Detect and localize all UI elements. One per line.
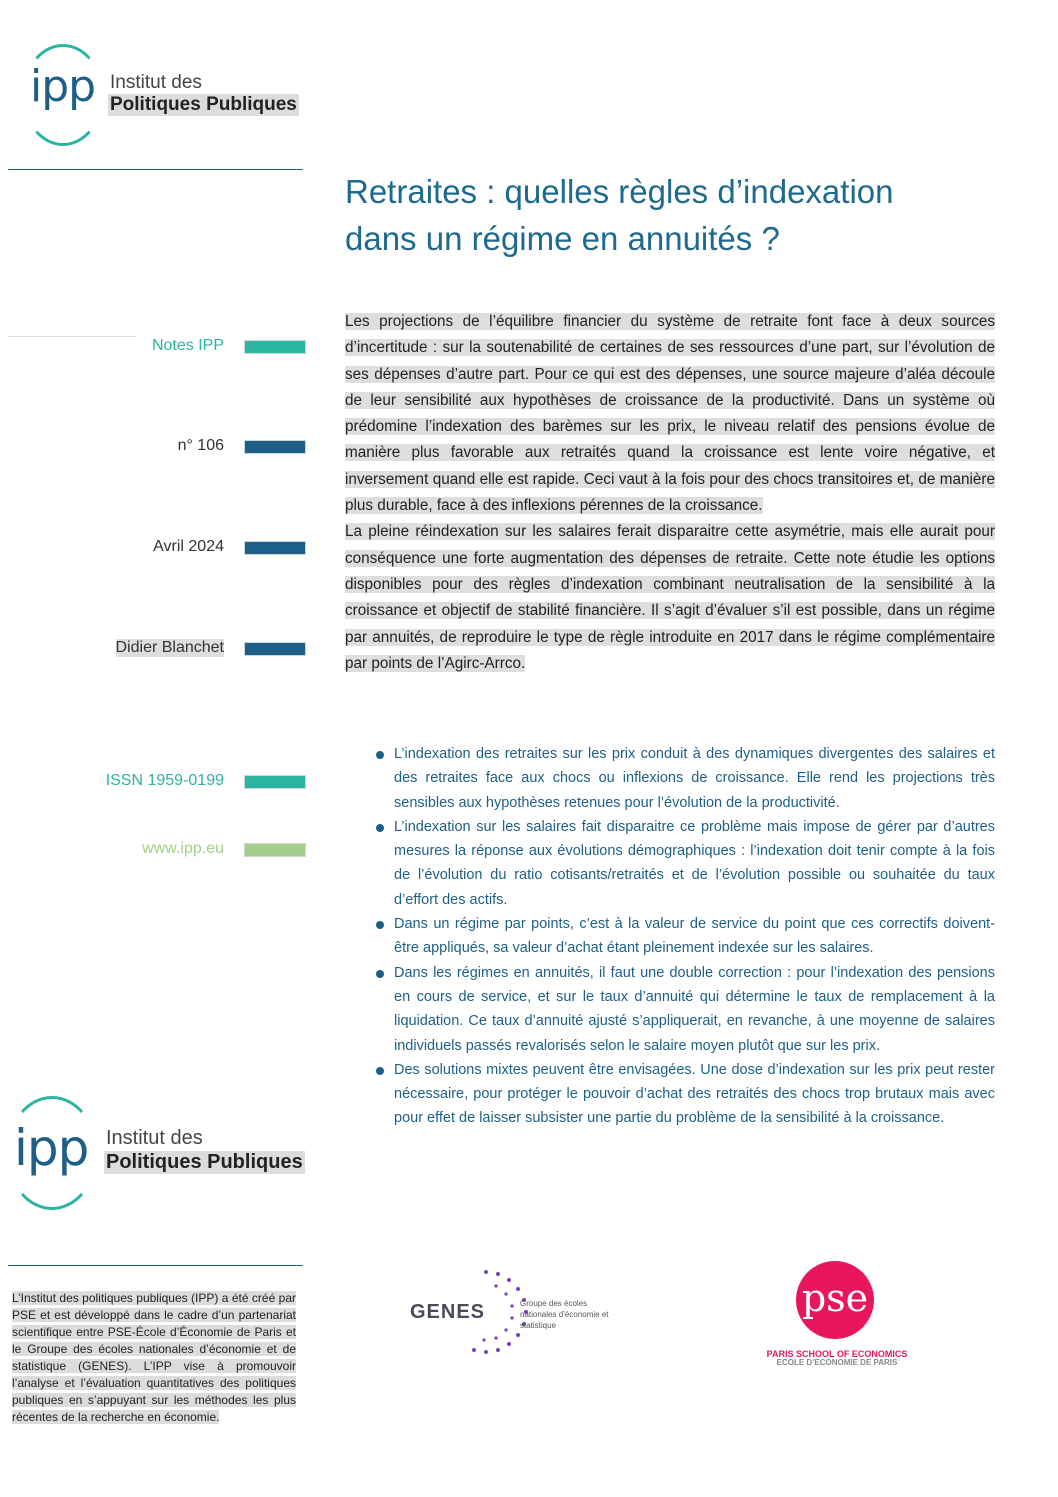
pse-subtitle: ECOLE D’ECONOMIE DE PARIS: [776, 1358, 898, 1367]
about-ipp-text: L’Institut des politiques publiques (IPP) a été créé par PSE et est développé dans le cadre d’un partenariat scientifique entre PSE-École d’Économie de Paris et le Groupe des écoles nationales d’économie et de statistique (GENES). L’IPP vise à promouvoir l’analyse et l’évaluation quantitatives des politiques publiques en s’appuyant sur les méthodes les plus récentes de la recherche en économie.: [12, 1291, 296, 1424]
logo-mark: ipp: [14, 1119, 89, 1177]
pse-mark: pse: [801, 1276, 869, 1320]
logo-text-line2: Politiques Publiques: [106, 1151, 303, 1173]
key-point: Dans un régime par points, c’est à la valeur de service du point que ces correctifs doivent-être appliqués, sa valeur d’achat étant pleinement indexée sur les salaires.: [376, 912, 995, 961]
title-line1: Retraites : quelles règles d’indexation: [345, 173, 894, 210]
date-bar: [244, 541, 306, 555]
intro-text: [345, 309, 995, 677]
intro-paragraph-2: La pleine réindexation sur les salaires ferait disparaitre cette asymétrie, mais elle aurait pour conséquence une forte augmentation des dépenses de retraite. Cette note étudie les options disponibles pour des règles d’indexation combinant neutralisation de la sensibilité à la croissance et objectif de stabilité financière. Il s’agit d’évaluer s’il est possible, dans un régime par annuités, de reproduire le type de règle introduite en 2017 dans le régime complémentaire par points de l’Agirc-Arrco.: [345, 523, 995, 672]
author-name: Didier Blanchet: [115, 639, 224, 656]
intro-paragraph-1: Les projections de l’équilibre financier du système de retraite font face à deux sources d’incertitude : sur la soutenabilité de certaines de ses ressources d’une part, sur l’évolution de ses dépenses d’autre part. Pour ce qui est des dépenses, une source majeure d’aléa découle de leur sensibilité aux hypothèses de croissance de la productivité. Dans un système où prédomine l’indexation des barèmes sur les prix, le niveau relatif des pensions évolue de manière plus favorable aux retraités quand la croissance est lente voire négative, et inversement quand elle est rapide. Ceci vaut à la fois pour des chocs transitoires et, de manière plus durable, face à des inflexions pérennes de la croissance.: [345, 313, 995, 515]
title-line2: dans un régime en annuités ?: [345, 220, 780, 257]
key-points-list: [376, 742, 995, 1131]
issn-label: ISSN 1959-0199: [105, 772, 224, 789]
logo-mark: ipp: [30, 61, 96, 112]
meta-divider: [8, 336, 136, 337]
genes-subtitle: Groupe des écoles nationales d’économie et statistique: [520, 1299, 609, 1330]
footer-logo[interactable]: [0, 1090, 310, 1210]
key-point: Des solutions mixtes peuvent être envisagées. Une dose d’indexation sur les prix peut rester nécessaire, pour protéger le pouvoir d’achat des retraités des chocs trop brutaux mais avec pour effet de laisser subsister une partie du problème de la sensibilité à la croissance.: [376, 1058, 995, 1131]
issue-number: n° 106: [177, 437, 224, 454]
website-link[interactable]: www.ipp.eu: [142, 840, 224, 857]
publication-date: Avril 2024: [153, 538, 224, 555]
issue-bar: [244, 440, 306, 454]
genes-name: GENES: [410, 1301, 486, 1323]
website-bar: [244, 843, 306, 857]
pse-name: PARIS SCHOOL OF ECONOMICS: [766, 1349, 908, 1359]
footer-divider: [8, 1265, 303, 1266]
series-label: Notes IPP: [151, 337, 224, 354]
key-point: Dans les régimes en annuités, il faut une double correction : pour l’indexation des pensions en cours de service, et sur le taux d’annuité qui détermine le taux de remplacement à la liquidation. Ce taux d’annuité ajusté s’appliquerait, en revanche, à une moyenne de salaires individuels passés revalorisés selon le salaire moyen plutôt que sur les prix.: [376, 961, 995, 1058]
logo-text-line1: Institut des: [106, 1127, 203, 1149]
header-divider: [8, 169, 303, 170]
author-bar: [244, 642, 306, 656]
logo-text-line1: Institut des: [110, 72, 202, 93]
key-point: L’indexation des retraites sur les prix conduit à des dynamiques divergentes des salaires et des retraites face aux chocs ou inflexions de croissance. Elle rend les projections très sensibles aux hypothèses retenues pour l’évolution de la productivité.: [376, 742, 995, 815]
series-bar: [244, 340, 306, 354]
issn-bar: [244, 775, 306, 789]
logo-text-line2: Politiques Publiques: [110, 94, 297, 115]
key-point: L’indexation sur les salaires fait disparaitre ce problème mais impose de gérer par d’autres mesures la réponse aux évolutions démographiques : l’indexation doit tenir compte à la fois de l’évolution du ratio cotisants/retraités et de l’évolution possible ou souhaitée du taux d’effort des actifs.: [376, 815, 995, 912]
page-title: [345, 168, 985, 262]
header-logo[interactable]: [0, 0, 300, 150]
